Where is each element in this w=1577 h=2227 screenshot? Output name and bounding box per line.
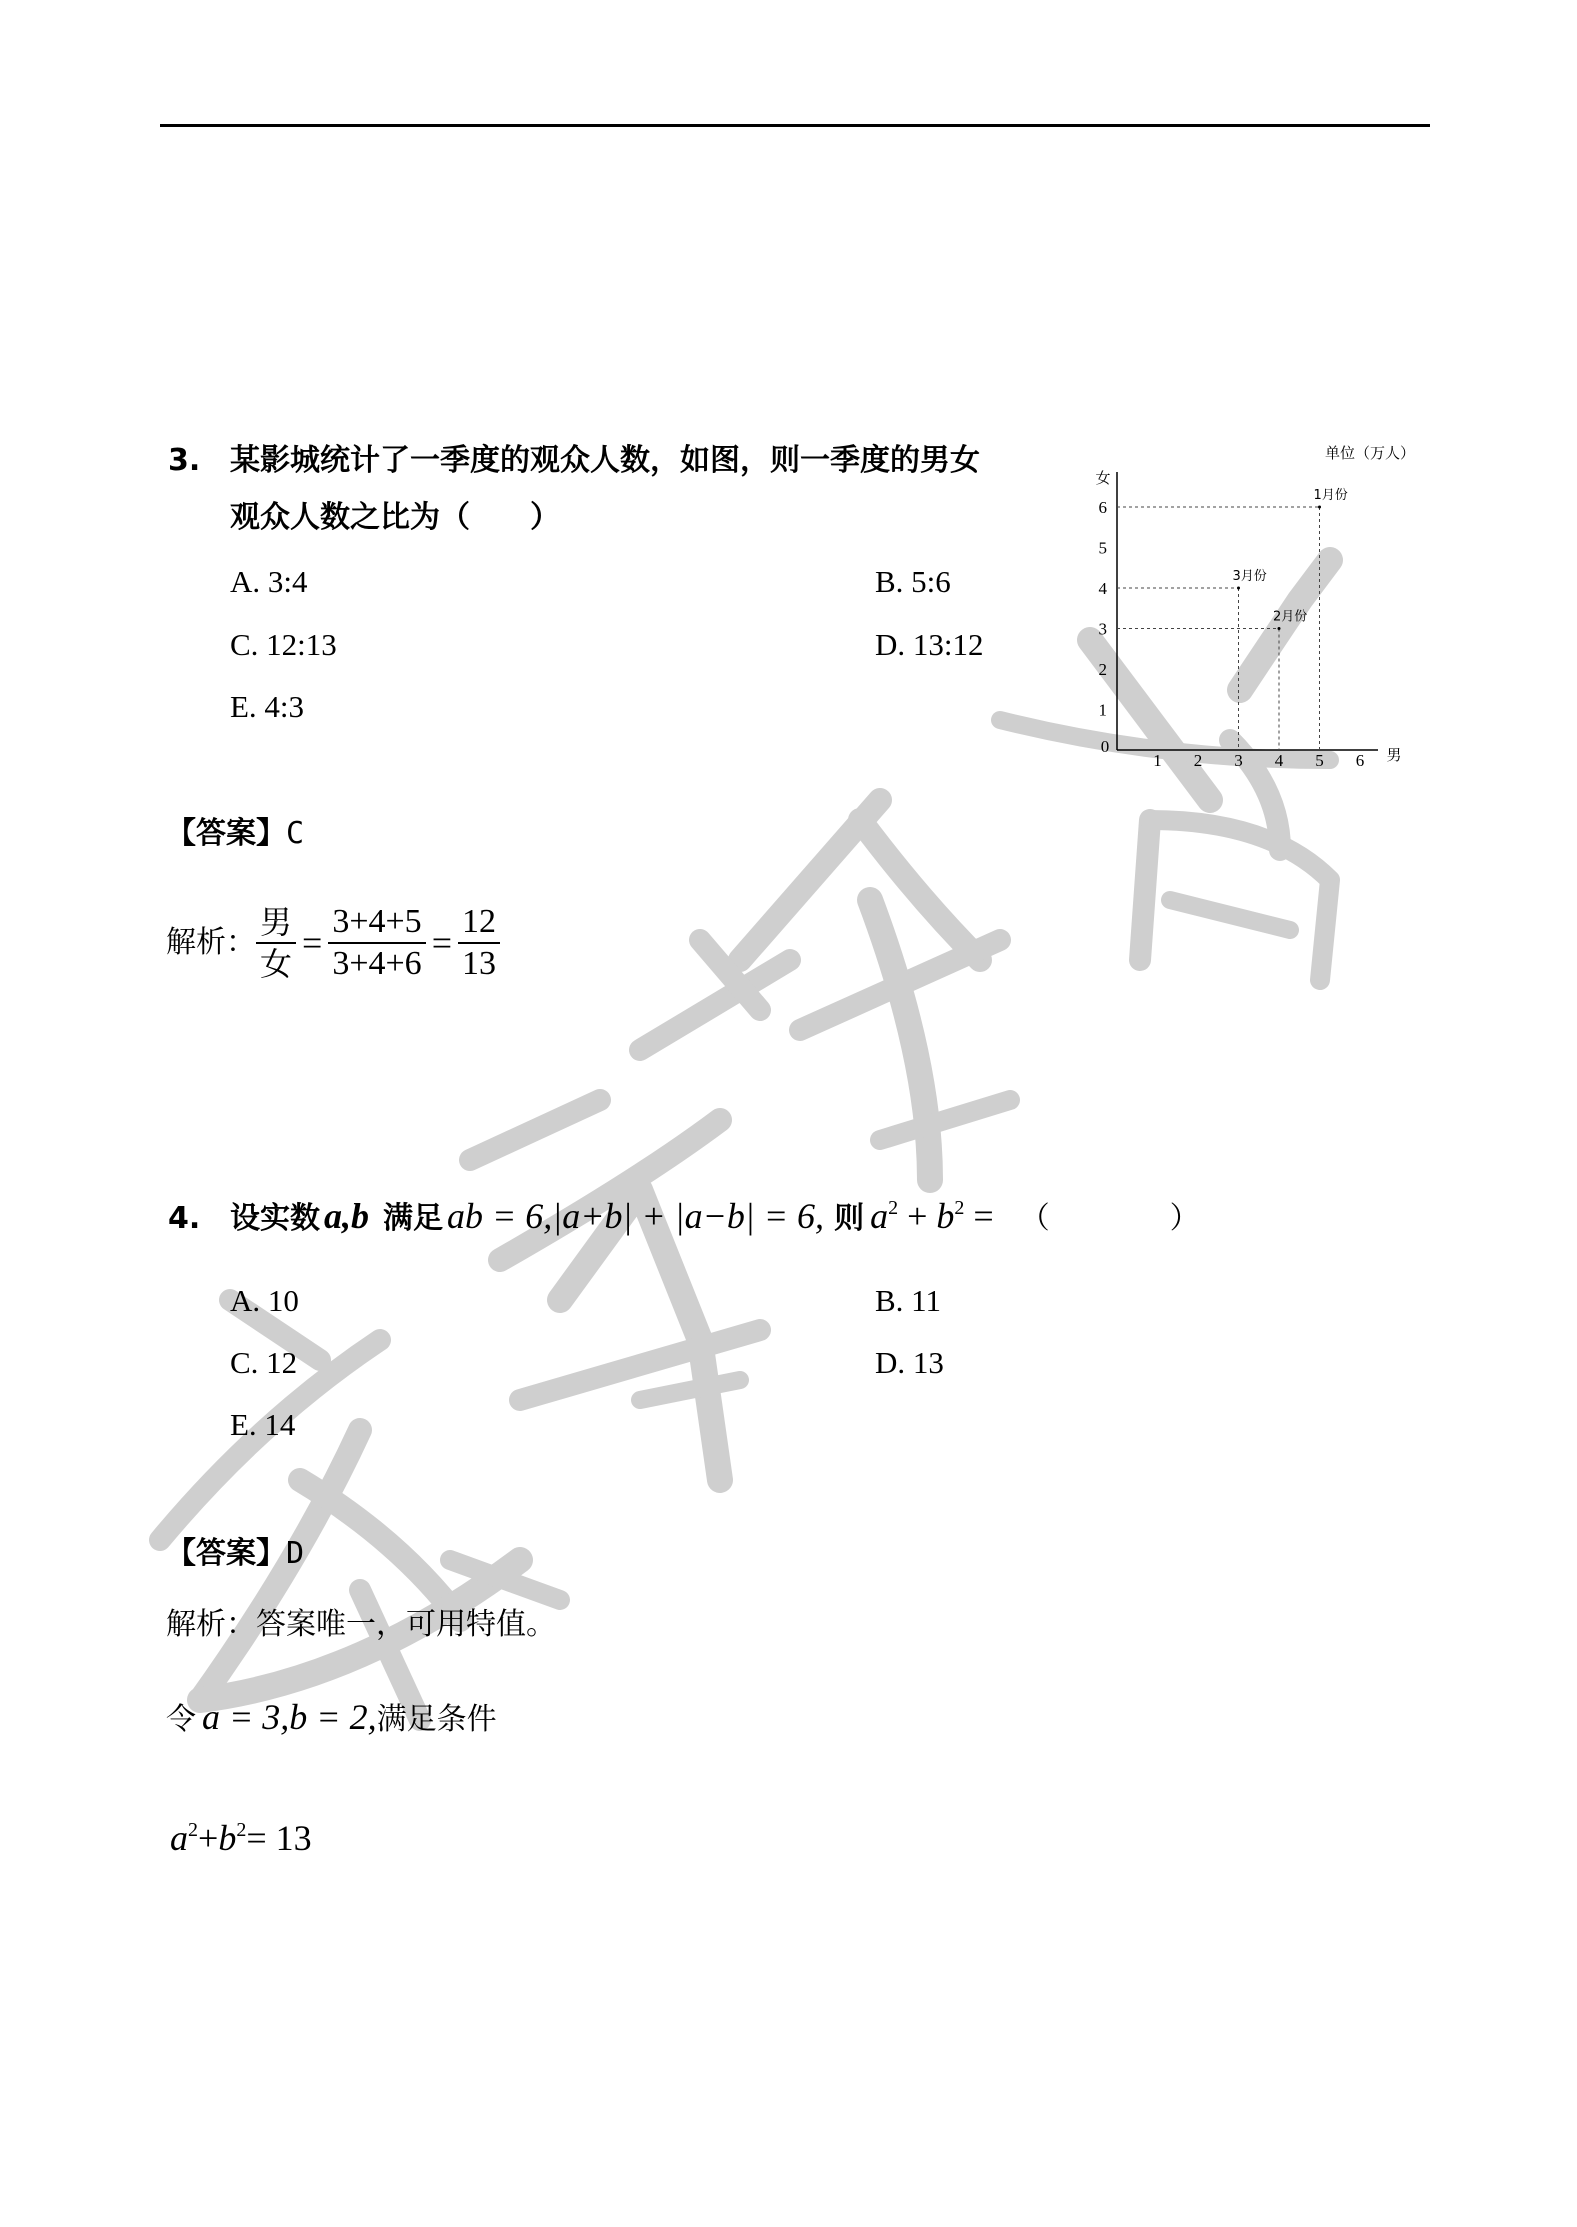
q4-condition: ab = 6,|a+b| + |a−b| = 6,: [447, 1196, 825, 1236]
q4-stem: [168, 1195, 1200, 1237]
result-a-exp: 2: [188, 1819, 198, 1841]
q3-analysis: [166, 902, 500, 984]
q3-analysis-label: 解析：: [166, 925, 256, 960]
x-tick-label: 1: [1153, 751, 1162, 770]
frac2-num: 3+4+5: [332, 903, 422, 940]
q4-let-prefix: 令: [166, 1702, 196, 1737]
target-a-exp: 2: [888, 1197, 899, 1219]
q3-answer-value: C: [286, 816, 305, 851]
x-tick-label: 4: [1274, 751, 1284, 770]
result-value: = 13: [246, 1818, 312, 1858]
x-tick-label: 2: [1193, 751, 1203, 770]
point-label: 1月份: [1313, 488, 1348, 503]
q3-number: 3.: [168, 443, 201, 478]
eq-sign-1: =: [302, 923, 323, 963]
frac1-num: 男: [260, 903, 293, 941]
q4-number: 4.: [168, 1201, 201, 1236]
q3-frac3: [458, 902, 500, 984]
q4-stem-mid: 满足: [383, 1201, 443, 1236]
x-axis-label: 男: [1386, 746, 1402, 764]
header-rule: [160, 124, 1430, 127]
target-b-exp: 2: [954, 1197, 965, 1219]
q4-vars: a,b: [324, 1196, 369, 1236]
q3-frac1: [256, 902, 296, 984]
q3-answer: [166, 816, 304, 852]
result-b-exp: 2: [236, 1819, 247, 1841]
x-tick-label: 3: [1234, 751, 1243, 770]
q3-frac2: [328, 902, 425, 984]
x-tick-label: 5: [1315, 751, 1324, 770]
q4-answer-label: 【答案】: [166, 1536, 286, 1571]
result-a: a: [170, 1818, 188, 1858]
y-tick-label: 1: [1098, 700, 1107, 720]
q4-stem-then: 则: [834, 1201, 865, 1236]
q4-option-c[interactable]: C. 12: [230, 1345, 298, 1380]
q4-answer-value: D: [286, 1536, 305, 1571]
q4-stem-prefix: 设实数: [230, 1201, 320, 1236]
target-a: a: [870, 1196, 889, 1236]
target-equals: =: [973, 1196, 994, 1236]
y-tick-label: 4: [1098, 579, 1107, 598]
x-tick-label: 6: [1355, 751, 1365, 770]
q4-answer: [166, 1536, 304, 1572]
q3-option-b[interactable]: B. 5:6: [875, 564, 951, 599]
q3-option-e[interactable]: E. 4:3: [230, 689, 305, 724]
target-plus: +: [907, 1196, 928, 1236]
data-point: [1278, 627, 1281, 630]
eq-sign-2: =: [431, 923, 452, 963]
frac2-den: 3+4+6: [332, 945, 422, 982]
q4-option-d[interactable]: D. 13: [875, 1345, 944, 1380]
y-tick-label: 5: [1098, 538, 1107, 558]
q3-chart: [1085, 430, 1425, 790]
frac3-den: 13: [462, 945, 496, 982]
q3-stem-line1: 某影城统计了一季度的观众人数，如图，则一季度的男女: [230, 443, 980, 478]
data-point: [1318, 506, 1321, 509]
q3-option-d[interactable]: D. 13:12: [875, 627, 984, 662]
q4-target: [870, 1195, 994, 1237]
point-label: 2月份: [1273, 609, 1308, 625]
point-label: 3月份: [1232, 569, 1267, 584]
q4-let-suffix: 满足条件: [376, 1702, 497, 1737]
result-b: b: [218, 1818, 237, 1858]
chart-title: 单位（万人）: [1324, 444, 1415, 462]
q4-option-e[interactable]: E. 14: [230, 1407, 296, 1442]
y-tick-label: 6: [1098, 498, 1107, 517]
frac3-num: 12: [462, 903, 496, 940]
y-axis-label: 女: [1095, 469, 1111, 487]
q4-result: [170, 1817, 312, 1859]
y-tick-label: 2: [1098, 660, 1107, 679]
q4-let-line: [166, 1696, 497, 1738]
q4-analysis-line1: 解析：答案唯一，可用特值。: [166, 1607, 556, 1642]
q4-option-a[interactable]: A. 10: [230, 1283, 299, 1318]
q3-stem-line2: 观众人数之比为（ ）: [230, 500, 560, 535]
q4-option-b[interactable]: B. 11: [875, 1283, 942, 1318]
q3-answer-label: 【答案】: [166, 816, 286, 851]
result-plus: +: [198, 1818, 219, 1858]
frac1-den: 女: [260, 945, 293, 983]
q3-option-a[interactable]: A. 3:4: [230, 564, 308, 599]
q4-paren: （ ）: [1019, 1201, 1200, 1236]
x-tick-label: 0: [1100, 737, 1110, 756]
q4-let-values: a = 3,b = 2,: [202, 1697, 377, 1737]
target-b: b: [936, 1196, 955, 1236]
y-tick-label: 3: [1098, 619, 1107, 639]
q3-option-c[interactable]: C. 12:13: [230, 627, 337, 662]
data-point: [1237, 587, 1240, 590]
